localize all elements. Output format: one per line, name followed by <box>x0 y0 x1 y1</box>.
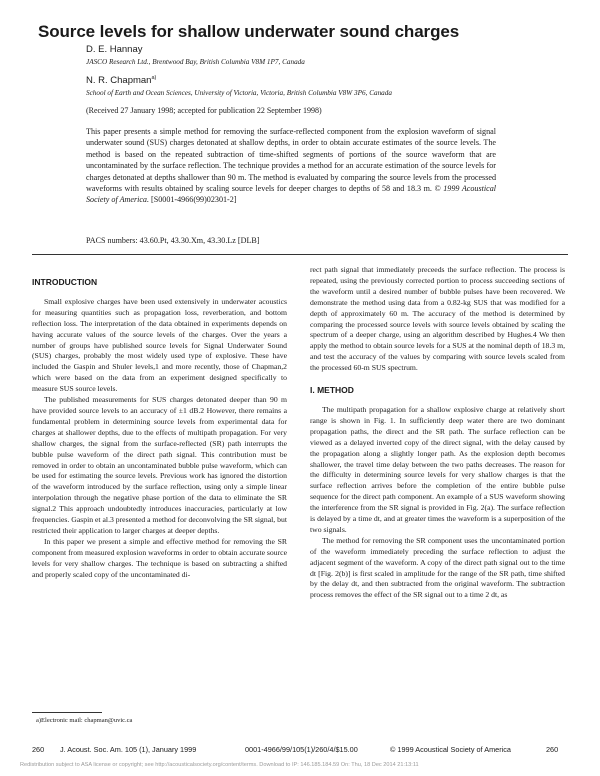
footer-code: 0001-4966/99/105(1)/260/4/$15.00 <box>245 745 358 754</box>
footnote-divider <box>32 712 102 713</box>
right-column <box>310 265 565 601</box>
received-dates: (Received 27 January 1998; accepted for publication 22 September 1998) <box>86 106 322 115</box>
author-2-name: N. R. Chapman <box>86 75 152 87</box>
introduction-heading: INTRODUCTION <box>32 277 98 287</box>
method-paragraph-2: The method for removing the SR component uses the uncontaminated portion of the waveform immediately preceding the surface reflection to adjust the adjacent segment of the waveform. A copy of the direct path signal out to the time dt [Fig. 2(b)] is first scaled in amplitude for the range of the SR path, time shifted by the delay dt, and then subtracted from the original waveform. The subtraction process removes the effect of the SR signal out to a time 2 dt, as <box>310 535 565 600</box>
author-2-footnote-mark: a) <box>151 75 157 81</box>
abstract-copyright: © 1999 Acoustical Society of America. <box>86 184 496 205</box>
paper-title: Source levels for shallow underwater sound charges <box>38 22 460 41</box>
abstract <box>86 126 496 206</box>
intro-continuation: rect path signal that immediately preceeds the surface reflection. The process is repeated, using the previously corrected portion to process succeeding sections of the waveform until a desired number of bubble pulses have been recovered. We demonstrate the method using data from a 0.82-kg SUS that was modified for a depth of approximately 60 m. The accuracy of the method is determined by comparing the processed source levels with source levels obtained by scaling the spectrum of a deeper charge, using an algorithm described by Hughes.4 We then apply the method to obtain source levels for a SUS at the nominal depth of 18.3 m, and test the accuracy of the values by comparing with source levels scaled from the processed 60-m SUS spectrum. <box>310 265 565 373</box>
left-column <box>32 277 287 580</box>
header-divider <box>32 254 568 255</box>
footer-journal: J. Acoust. Soc. Am. 105 (1), January 1999 <box>60 745 197 754</box>
intro-paragraph-3: In this paper we present a simple and effective method for removing the SR component from measured explosion waveforms in order to obtain accurate source levels for very shallow charges. The technique is based on subtracting a shifted and properly scaled copy of the uncontaminated di- <box>32 536 287 579</box>
abstract-doi-code: [S0001-4966(99)02301-2] <box>151 195 237 205</box>
footer-society: © 1999 Acoustical Society of America <box>390 745 511 754</box>
footer-page-right: 260 <box>546 745 559 754</box>
author-2 <box>86 75 156 86</box>
footer-page-left: 260 <box>32 745 45 754</box>
author-1-name: D. E. Hannay <box>86 44 143 55</box>
redistribution-watermark: Redistribution subject to ASA license or copyright; see http://acousticalsociety.org/content/terms. Download to IP: 146.185.184.59 On: Thu, 18 Dec 2014 21:13:11 <box>20 762 419 768</box>
footnote-email: a)Electronic mail: chapman@uvic.ca <box>36 717 133 724</box>
intro-paragraph-2: The published measurements for SUS charges detonated deeper than 90 m have provided source levels to an accuracy of ±1 dB.2 However, there remains a fundamental problem in determining source levels from experimental data for charges at shallower depths, due to the effects of multipath propagation. For very shallow charges, the signal from the surface-reflected (SR) path interrupts the bubble pulse waveform of the direct path signal. This contribution must be removed in order to obtain an uncontaminated bubble pulse waveform, which can be used for estimating the source levels. Previous work has ignored the distortion of the waveform introduced by the surface reflection, using only a simple linear interpolation through the negative phase portion of the data to eliminate the SR signal.2 This approach undoubtedly introduces inaccuracies, particularly at low frequencies. Gaspin et al.3 presented a method for deconvolving the SR signal, but restricted their application to larger charges at deeper depths. <box>32 395 287 535</box>
author-1-affiliation: JASCO Research Ltd., Brentwood Bay, British Columbia V8M 1P7, Canada <box>86 58 305 66</box>
intro-paragraph-1: Small explosive charges have been used extensively in underwater acoustics for measuring quantities such as propagation loss, reverberation, and bottom reflection loss. The interpretation of the data obtained in experiments depends on having accurate values of the source levels of the charges. Over the years a number of groups have published source levels for Signal Underwater Sound (SUS) charges, probably the most widely used type of explosive. These have included the Gaspin and Shuler levels,1 and more recently, those of Chapman,2 which were based on the data from an experiment designed specifically to measure SUS source levels. <box>32 296 287 394</box>
method-heading: I. METHOD <box>310 385 354 396</box>
method-paragraph-1: The multipath propagation for a shallow explosive charge at relatively short range is shown in Fig. 1. In sufficiently deep water there are two dominant propagation paths, the direct and the SR path. The surface reflection can be viewed as a delayed inverted copy of the direct signal, with the delay caused by the propagation along a slightly longer path. As the explosion depth becomes shallower, the travel time delay between the two paths decreases. The reason for the difficulty in determining source levels for very shallow charges is that the surface reflection arrives before the completion of the entire bubble pulse sequence for the direct path component. An example of a SUS waveform showing the interference from the SR signal is provided in Fig. 2(a). The surface reflection is delayed by a time dt, and at greater times the waveform is a superposition of the two signals. <box>310 404 565 534</box>
abstract-text: This paper presents a simple method for removing the surface-reflected component from the explosion waveform of signal underwater sound (SUS) charges detonated at shallow depths, in order to obtain accurate estimates of the source levels. The method is based on the repeated subtraction of time-shifted segments of portions of the source waveform that are uncontaminated by the surface reflection. The technique provides a method for an accurate estimation of the source levels for charges detonated at depths shallower than 90 m. The method is evaluated by comparing the source levels from the processed waveforms with results obtained by scaling source levels for deeper charges to depths of 58 and 18.3 m. <box>86 127 496 194</box>
pacs-numbers: PACS numbers: 43.60.Pt, 43.30.Xm, 43.30.Lz [DLB] <box>86 236 260 245</box>
author-2-affiliation: School of Earth and Ocean Sciences, University of Victoria, Victoria, British Columbia V8W 3P6, Canada <box>86 89 392 97</box>
